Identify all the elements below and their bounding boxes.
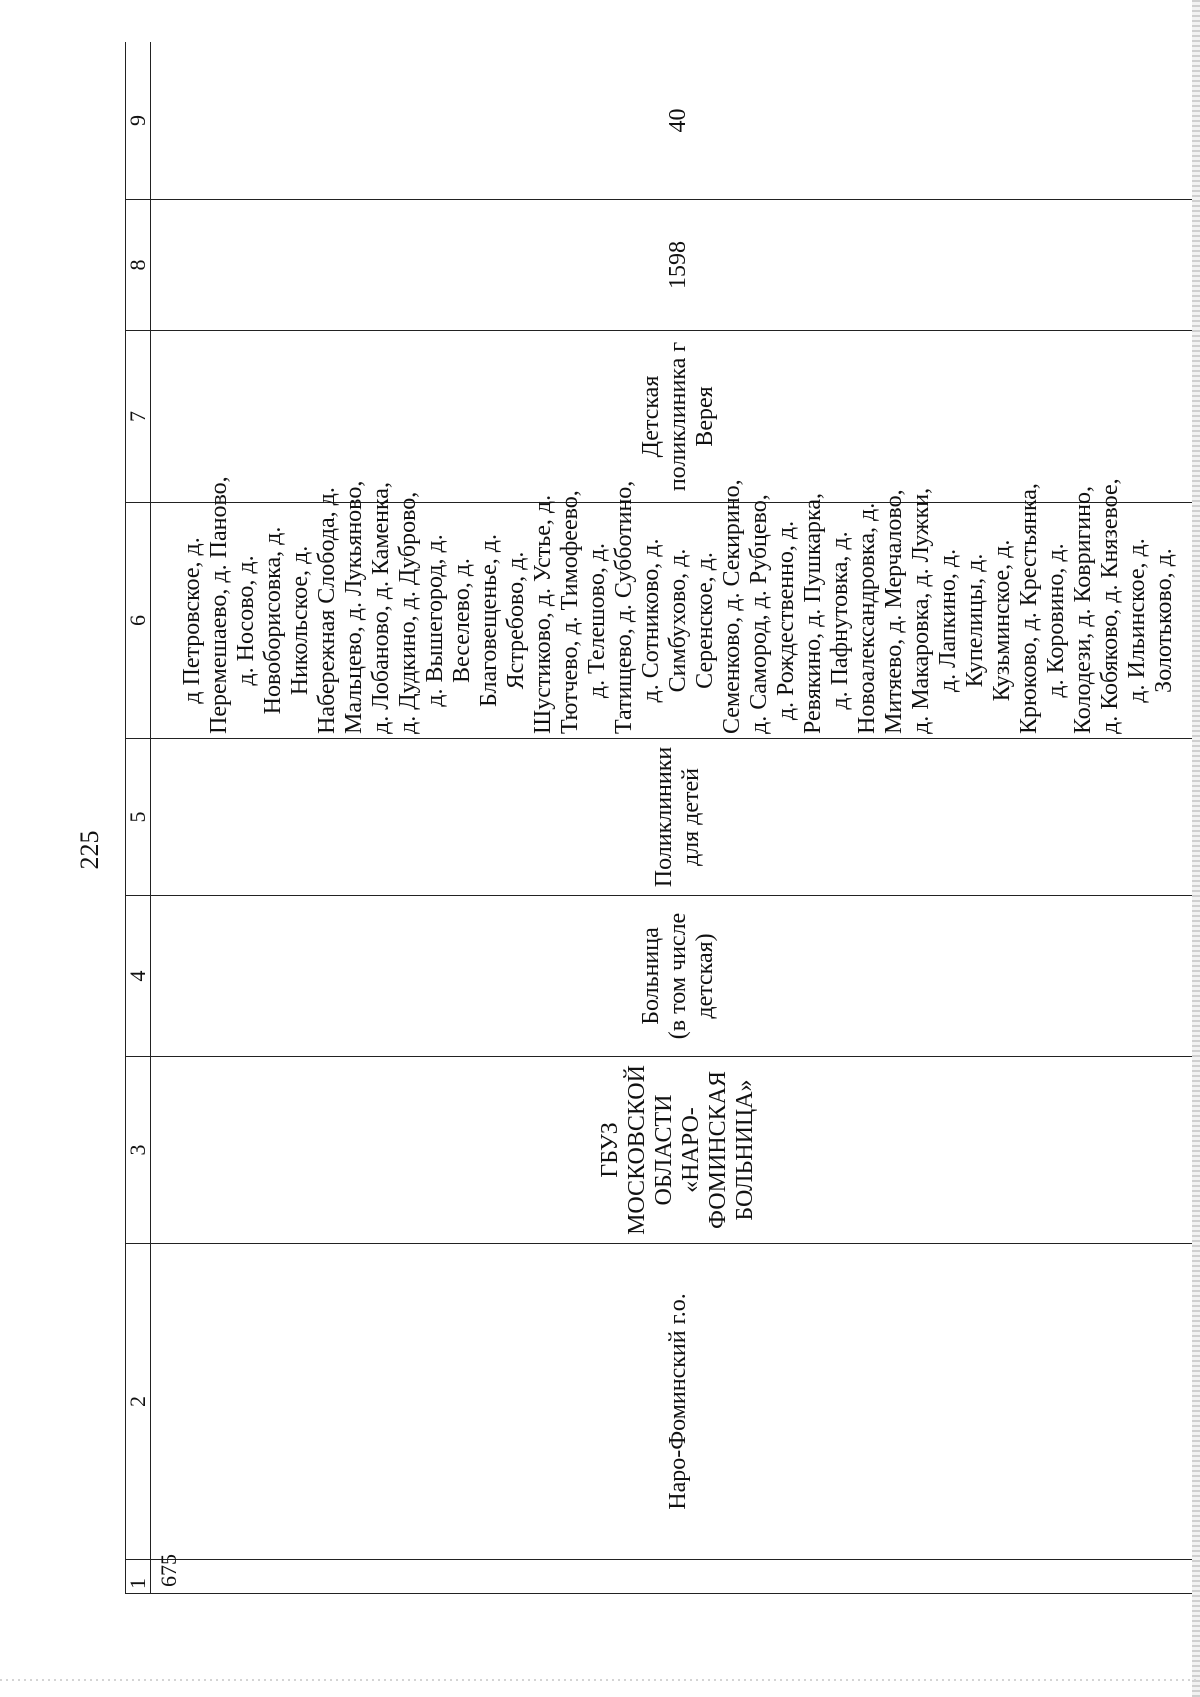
scan-edge-artifact (1192, 0, 1200, 1697)
settlements-line: д. Кобяково, д. Князевое, (1096, 478, 1123, 734)
organization-line: ФОМИНСКАЯ (705, 1071, 731, 1229)
settlements-line: д. Телешово, д. (583, 542, 610, 699)
settlements-line: д. Рождественно, д. (772, 520, 799, 721)
settlements-line: д. Ильинское, д. (1123, 538, 1150, 703)
settlements-line: д. Носово, д. (232, 555, 259, 686)
page-number: 225 (75, 830, 104, 870)
settlements-line: Митяево, д. Мерчалово, (880, 489, 907, 734)
settlements-line: д. Лобаново, д. Каменка, (367, 482, 394, 734)
settlements-line: Купелицы, д. (961, 553, 988, 688)
organization-line: ОБЛАСТИ (651, 1094, 677, 1206)
unit-name-cell (151, 331, 1200, 503)
settlements-line: Ревякино, д. Пушкарка, (799, 492, 826, 734)
settlements-cell (151, 476, 1200, 739)
settlements-line: Шустиково, д. Устье, д. (529, 494, 556, 734)
organization-line: МОСКОВСКОЙ (624, 1065, 650, 1235)
row-number-cell: 675 (151, 1560, 1200, 1594)
settlements-line: Серенское, д. (691, 552, 718, 689)
column-number-9: 9 (126, 42, 151, 200)
settlements-line: Татищево, д. Субботино, (610, 480, 637, 734)
settlements-line: Тютчево, д. Тимофеево, (556, 490, 583, 734)
rotated-table-container (125, 42, 1200, 1594)
organization-cell (151, 1057, 1200, 1244)
settlements-line: Новоалександровка, д. (853, 502, 880, 734)
settlements-line: д. Самород, д. Рубцево, (745, 494, 772, 734)
settlements-line: д. Коровино, д. (1042, 543, 1069, 698)
unit-type-cell (151, 739, 1200, 896)
settlements-line: Перемешаево, д. Паново, (205, 476, 232, 734)
column-number-5: 5 (126, 739, 151, 896)
settlements-line: Семенково, д. Секирино, (718, 479, 745, 734)
column-number-4: 4 (126, 896, 151, 1057)
table-wrapper (125, 42, 1200, 1594)
settlements-line: Крюково, д. Крестьянка, (1015, 483, 1042, 734)
column-number-1: 1 (126, 1560, 151, 1594)
organization-line: «НАРО- (678, 1107, 704, 1193)
capacity-cell: 1598 (151, 200, 1200, 331)
settlements-line: Ястребово, д. (502, 551, 529, 690)
unit-type-line: для детей (678, 767, 704, 867)
settlements-line: д. Вышегород, д. (421, 534, 448, 707)
column-number-6: 6 (126, 503, 151, 739)
district-cell: Наро-Фоминский г.о. (151, 1244, 1200, 1560)
organization-line: ГБУЗ (597, 1122, 623, 1178)
settlements-line: д. Дудкино, д. Дуброво, (394, 491, 421, 734)
column-number-8: 8 (126, 200, 151, 331)
settlements-line: Новоборисовка, д. (259, 526, 286, 715)
value-cell: 40 (151, 42, 1200, 200)
column-number-row (126, 42, 151, 1594)
settlements-line: Никольское, д. (286, 545, 313, 696)
unit-name-line: Верея (691, 386, 718, 447)
column-number-7: 7 (126, 331, 151, 503)
settlements-line: д. Пафнутовка, д. (826, 531, 853, 710)
settlements-line: д. Сотниково, д. (637, 538, 664, 703)
organization-line: БОЛЬНИЦА» (732, 1079, 758, 1221)
table-row (151, 42, 1200, 1594)
settlements-line: д. Макаровка, д. Лужки, (907, 487, 934, 734)
settlements-line: Благовещенье, д. (475, 534, 502, 707)
unit-name-line: поликлиника г (664, 341, 691, 492)
settlements-line: д Петровское, д. (178, 537, 205, 704)
column-number-2: 2 (126, 1244, 151, 1560)
institution-type-cell (151, 896, 1200, 1057)
settlements-line: Золотьково, д. (1150, 548, 1177, 693)
institution-type-line: (в том числе (664, 912, 691, 1040)
settlements-line: Набережная Слобода, д. (313, 487, 340, 734)
unit-type-line: Поликлиники (651, 746, 677, 888)
settlements-line: д. Лапкино, д. (934, 548, 961, 693)
scan-bottom-artifact (0, 1679, 1200, 1681)
settlements-line: Веселево, д. (448, 558, 475, 683)
settlements-line: Кузьминское, д. (988, 539, 1015, 702)
settlements-line: Мальцево, д. Лукьяново, (340, 480, 367, 734)
institution-type-line: Больница (637, 927, 664, 1025)
unit-name-line: Детская (637, 375, 664, 458)
column-number-3: 3 (126, 1057, 151, 1244)
registry-table (125, 42, 1200, 1594)
settlements-line: Симбухово, д. (664, 548, 691, 693)
institution-type-line: детская) (691, 933, 718, 1019)
settlements-line: Колодези, д. Ковригино, (1069, 486, 1096, 734)
